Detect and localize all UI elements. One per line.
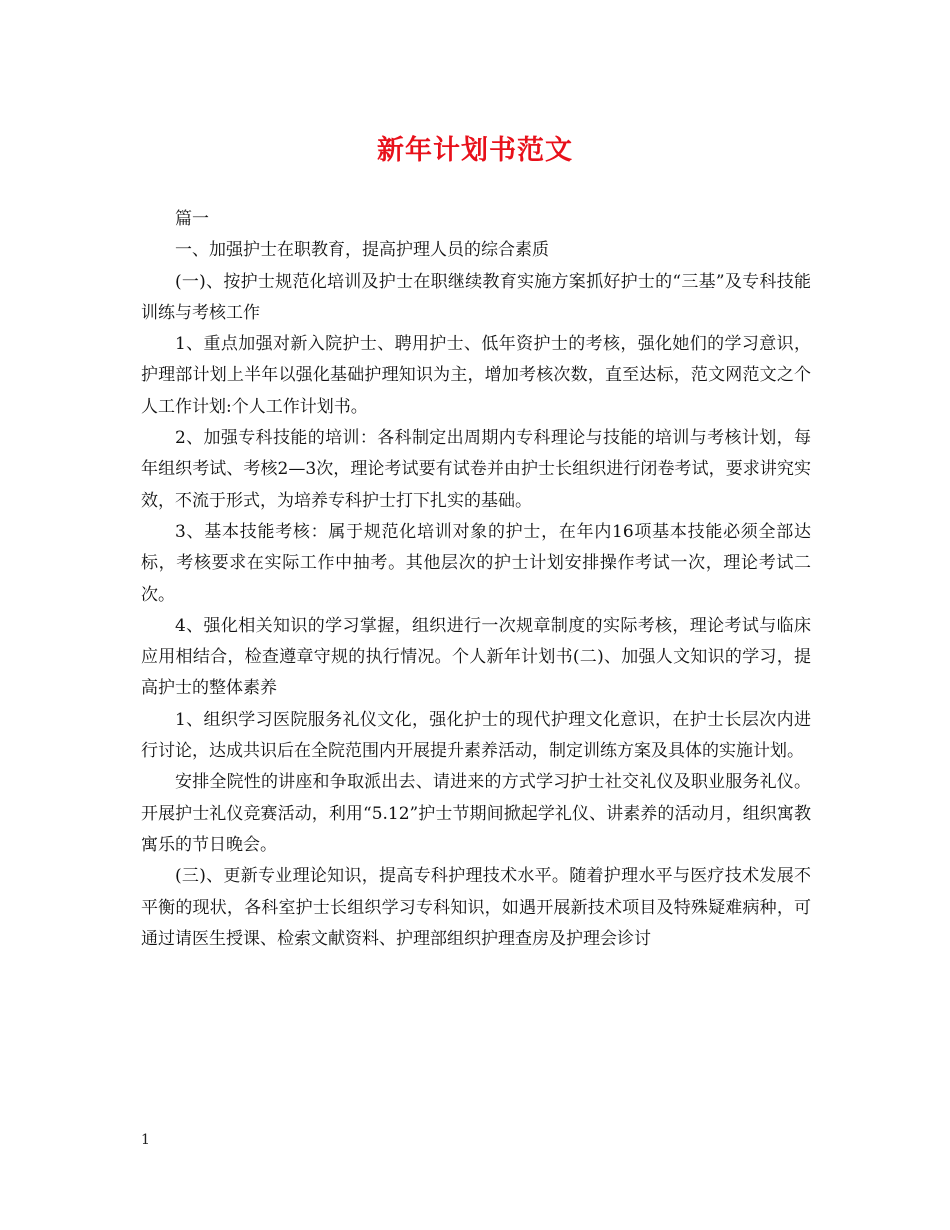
paragraph: (一)、按护士规范化培训及护士在职继续教育实施方案抓好护士的“三基”及专科技能训练与考核工作: [141, 271, 811, 323]
paragraph: 3、基本技能考核：属于规范化培训对象的护士，在年内16项基本技能必须全部达标，考核要求在实际工作中抽考。其他层次的护士计划安排操作考试一次，理论考试二次。: [141, 521, 811, 605]
paragraph: 安排全院性的讲座和争取派出去、请进来的方式学习护士社交礼仪及职业服务礼仪。开展护士礼仪竞赛活动，利用“5.12”护士节期间掀起学礼仪、讲素养的活动月，组织寓教寓乐的节日晚会。: [141, 772, 811, 855]
paragraph: (三)、更新专业理论知识，提高专科护理技术水平。随着护理水平与医疗技术发展不平衡的现状，各科室护士长组织学习专科知识，如遇开展新技术项目及特殊疑难病种，可通过请医生授课、检索文献资料、护理部组织护理查房及护理会诊讨: [141, 866, 811, 949]
paragraph: 4、强化相关知识的学习掌握，组织进行一次规章制度的实际考核，理论考试与临床应用相结合，检查遵章守规的执行情况。个人新年计划书(二)、加强人文知识的学习，提高护士的整体素养: [141, 615, 811, 699]
document-title: 新年计划书范文: [377, 135, 573, 166]
paragraph: 一、加强护士在职教育，提高护理人员的综合素质: [175, 240, 549, 261]
document-body: [141, 204, 811, 955]
page-number: 1: [141, 1132, 150, 1148]
paragraph: 篇一: [175, 209, 209, 229]
paragraph: 1、重点加强对新入院护士、聘用护士、低年资护士的考核，强化她们的学习意识，护理部计划上半年以强化基础护理知识为主，增加考核次数，直至达标，范文网范文之个人工作计划:个人工作计划书。: [141, 334, 811, 417]
paragraph: 2、加强专科技能的培训：各科制定出周期内专科理论与技能的培训与考核计划，每年组织考试、考核2—3次，理论考试要有试卷并由护士长组织进行闭卷考试，要求讲究实效，不流于形式，为培养专科护士打下扎实的基础。: [141, 428, 811, 511]
paragraph: 1、组织学习医院服务礼仪文化，强化护士的现代护理文化意识，在护士长层次内进行讨论，达成共识后在全院范围内开展提升素养活动，制定训练方案及具体的实施计划。: [141, 709, 811, 762]
